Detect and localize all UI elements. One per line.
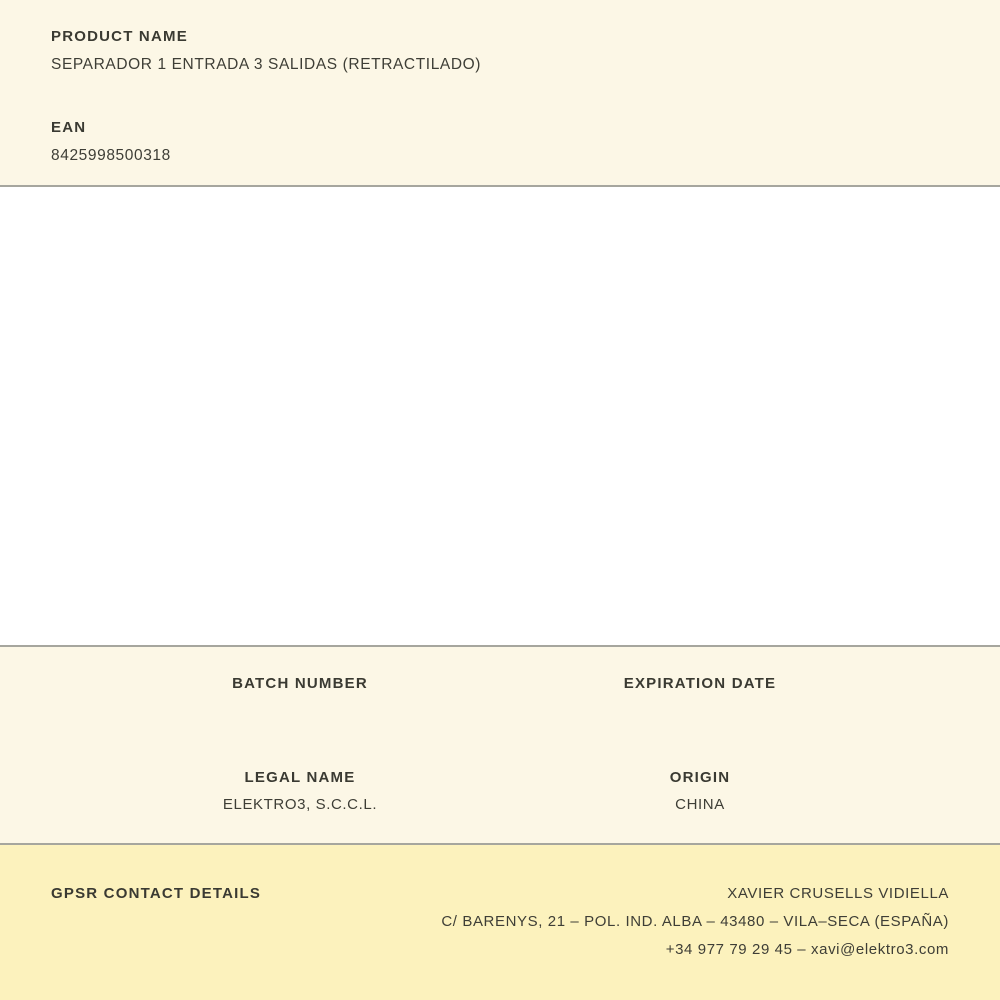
expiration-date-cell (500, 673, 900, 723)
gpsr-contact-address: C/ BARENYS, 21 – POL. IND. ALBA – 43480 – VILA–SECA (ESPAÑA) (441, 913, 949, 930)
legal-name-cell (100, 767, 500, 817)
gpsr-contact-section (0, 845, 1000, 1000)
product-name-field (51, 27, 949, 75)
expiration-date-label: EXPIRATION DATE (623, 675, 777, 692)
batch-number-value (100, 699, 500, 723)
product-name-label: PRODUCT NAME (51, 28, 188, 45)
ean-label: EAN (51, 119, 87, 136)
batch-expiration-row (100, 673, 900, 723)
origin-label: ORIGIN (669, 769, 731, 786)
origin-value: CHINA (675, 796, 725, 813)
origin-cell (500, 767, 900, 817)
product-name-value: SEPARADOR 1 ENTRADA 3 SALIDAS (RETRACTILADO) (51, 56, 482, 73)
product-image-area (0, 187, 1000, 647)
legal-name-value: ELEKTRO3, S.C.C.L. (222, 796, 378, 813)
batch-number-label: BATCH NUMBER (232, 675, 368, 692)
batch-number-cell (100, 673, 500, 723)
gpsr-contact-details-label: GPSR CONTACT DETAILS (51, 885, 262, 902)
legal-name-label: LEGAL NAME (244, 769, 356, 786)
ean-field (51, 118, 949, 166)
expiration-date-value (500, 699, 900, 723)
ean-value: 8425998500318 (51, 147, 171, 164)
gpsr-contact-name: XAVIER CRUSELLS VIDIELLA (727, 885, 949, 902)
legal-origin-row (100, 767, 900, 817)
details-section (0, 647, 1000, 845)
gpsr-contact-phone-email: +34 977 79 29 45 – xavi@elektro3.com (665, 941, 949, 958)
gpsr-contact-lines (261, 883, 949, 961)
product-header-section (0, 0, 1000, 187)
